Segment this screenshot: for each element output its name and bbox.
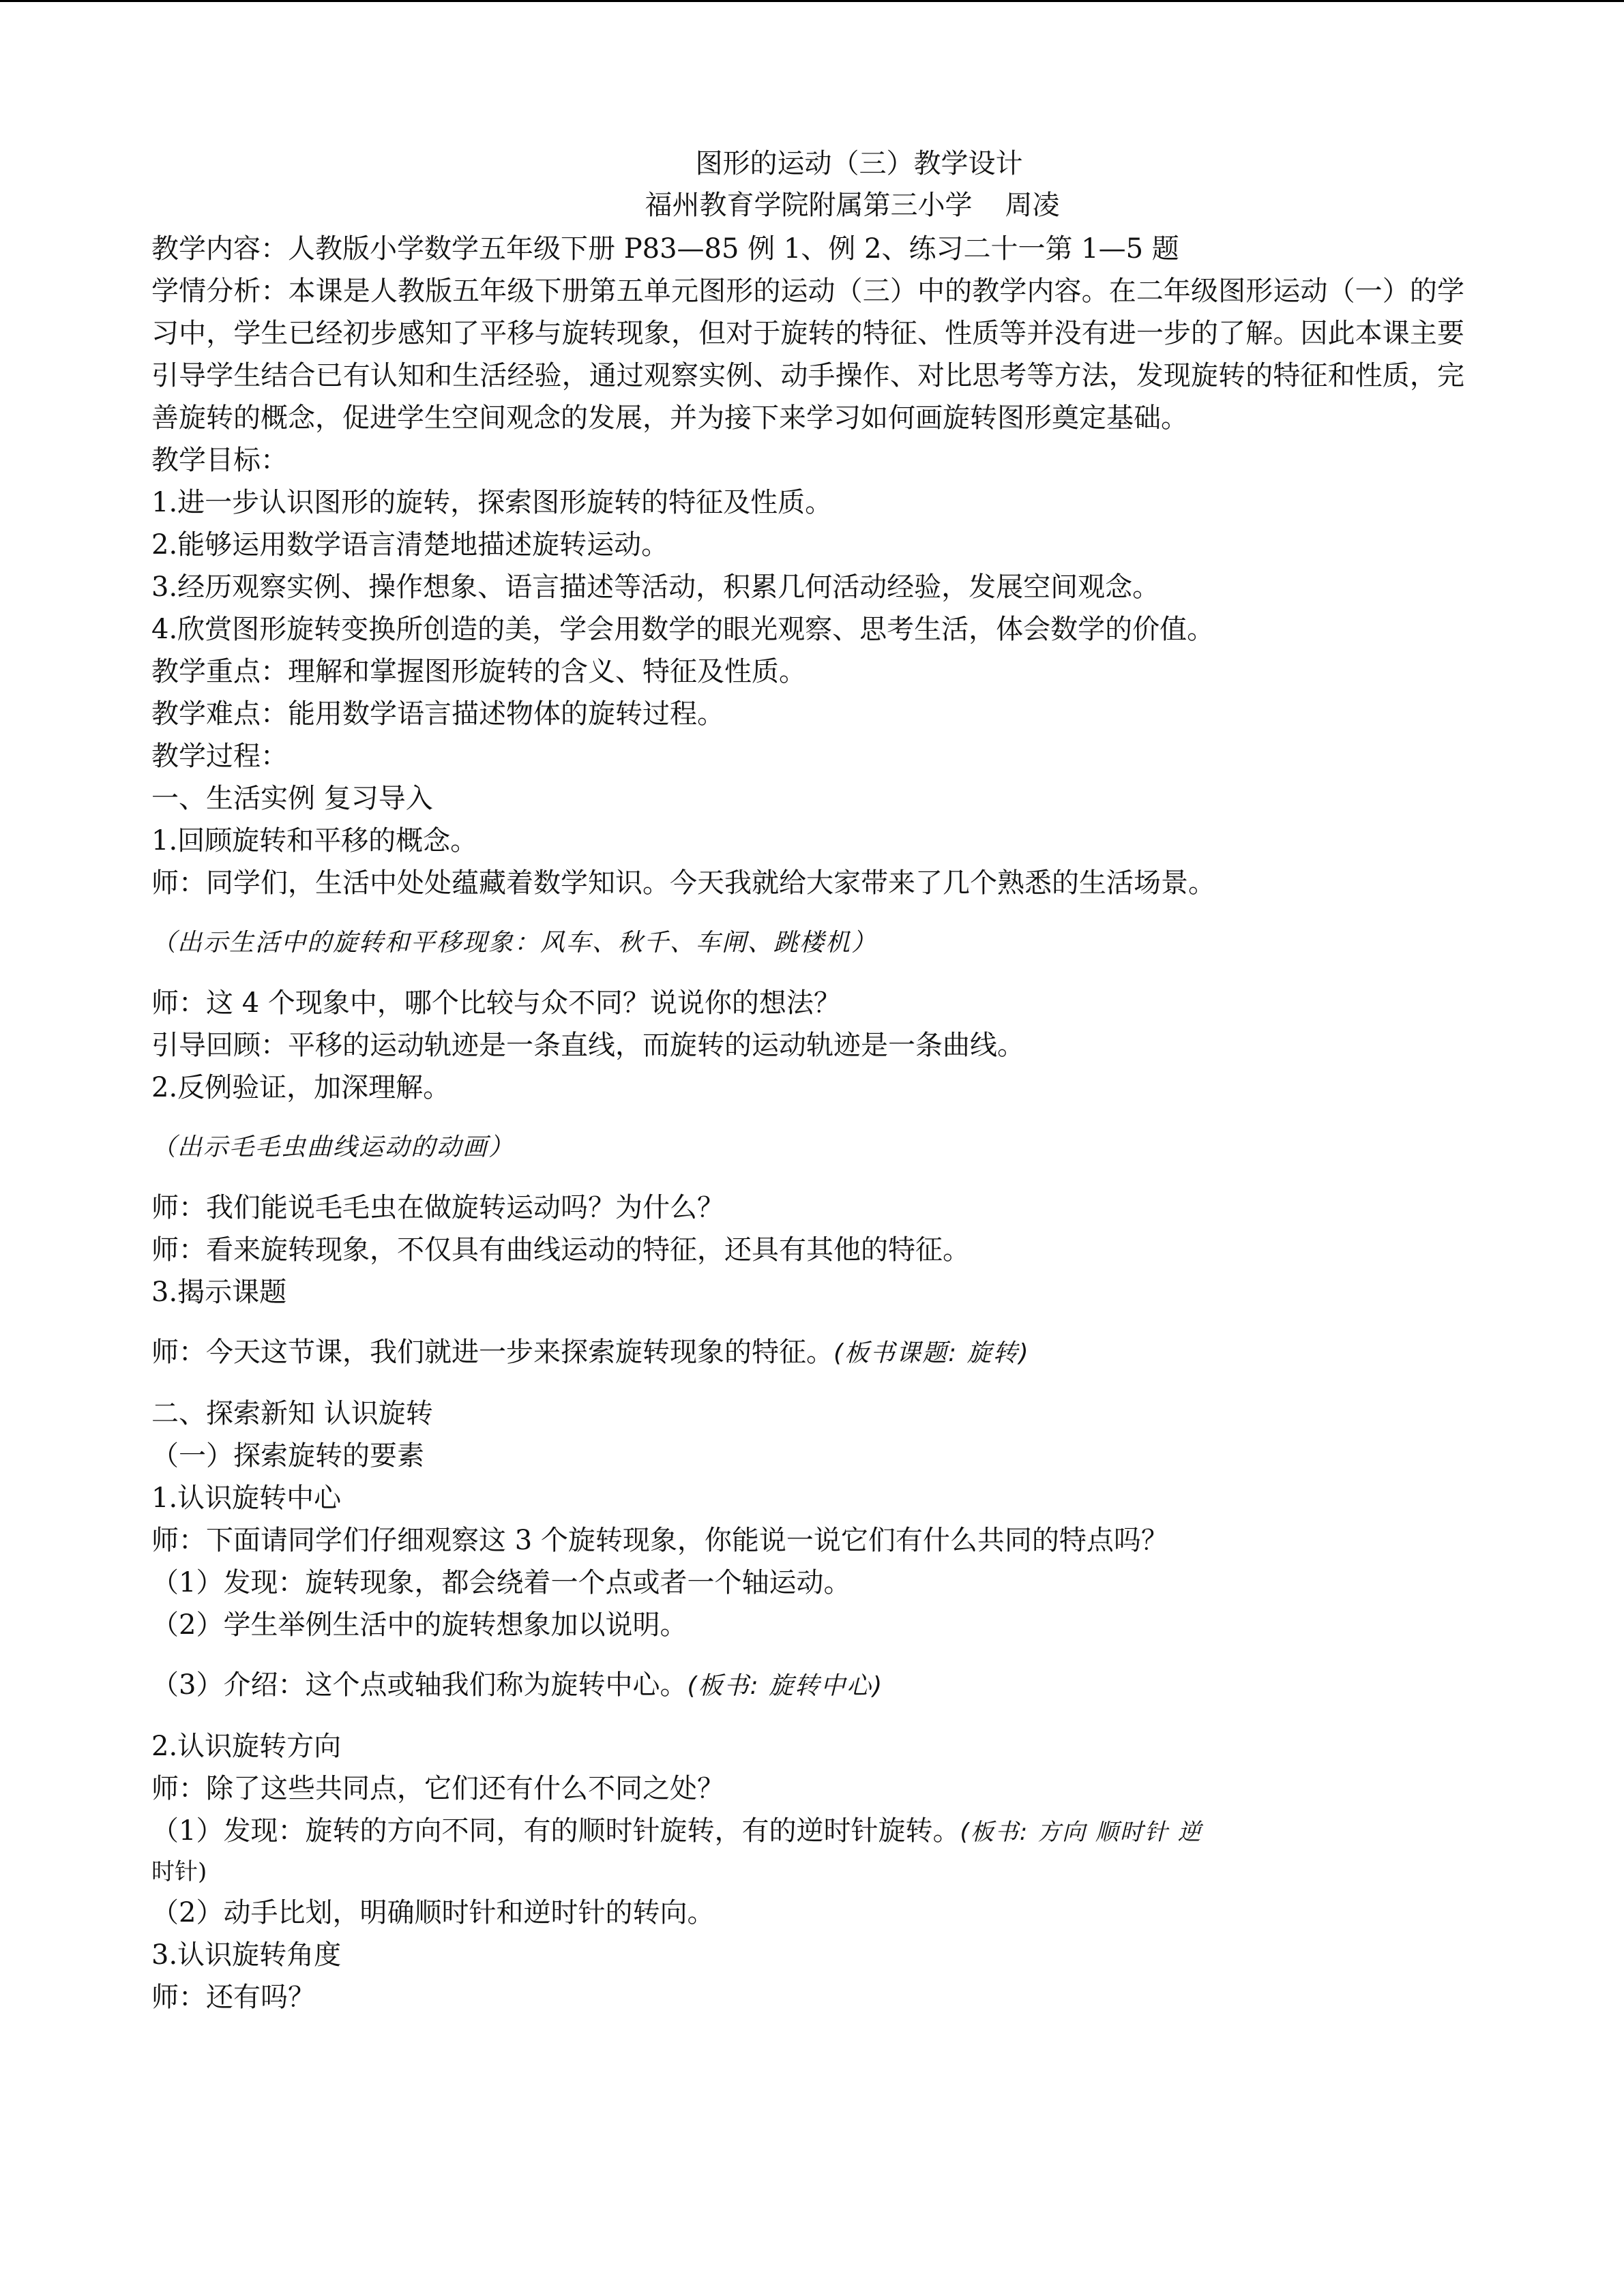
list-item: （2）学生举例生活中的旋转想象加以说明。 xyxy=(151,1609,688,1641)
list-item: （2）动手比划，明确顺时针和逆时针的转向。 xyxy=(151,1897,715,1928)
goal-item: 4.欣赏图形旋转变换所创造的美，学会用数学的眼光观察、思考生活，体会数学的价值。 xyxy=(151,614,1215,645)
teacher-line: 师：下面请同学们仔细观察这 3 个旋转现象，你能说一说它们有什么共同的特点吗？ xyxy=(151,1525,1168,1556)
board-note: (板书: 旋转中心) xyxy=(687,1672,884,1700)
subsection-heading: 2.反例验证，加深理解。 xyxy=(151,1072,451,1103)
list-item xyxy=(151,1810,1464,1852)
section-heading: 一、生活实例 复习导入 xyxy=(151,783,433,814)
list-item xyxy=(151,1664,1464,1708)
difficult-point: 教学难点：能用数学语言描述物体的旋转过程。 xyxy=(151,698,724,730)
subsection-heading: 1.认识旋转中心 xyxy=(151,1482,342,1514)
goal-item: 2.能够运用数学语言清楚地描述旋转运动。 xyxy=(151,529,669,561)
section-heading: 二、探索新知 认识旋转 xyxy=(151,1398,433,1429)
board-note: (板书: 方向 顺时针 逆 xyxy=(960,1819,1202,1846)
goal-item: 3.经历观察实例、操作想象、语言描述等活动，积累几何活动经验，发展空间观念。 xyxy=(151,571,1160,603)
show-note: （出示生活中的旋转和平移现象：风车、秋千、车闸、跳楼机） xyxy=(151,929,878,957)
teacher-line: 师：还有吗？ xyxy=(151,1982,315,2013)
document-body xyxy=(151,143,1464,2018)
board-note-continued: 时针) xyxy=(151,1858,207,1885)
list-text: （3）介绍：这个点或轴我们称为旋转中心。 xyxy=(151,1669,688,1701)
teacher-line xyxy=(151,1331,1464,1375)
subsection-heading: 3.揭示课题 xyxy=(151,1277,287,1308)
teacher-line: 师：我们能说毛毛虫在做旋转运动吗？为什么？ xyxy=(151,1192,724,1223)
list-text: （1）发现：旋转的方向不同，有的顺时针旋转，有的逆时针旋转。 xyxy=(151,1815,960,1847)
document-subtitle xyxy=(240,184,1464,226)
school-name: 福州教育学院附属第三小学 xyxy=(645,190,973,221)
learning-analysis: 学情分析：本课是人教版五年级下册第五单元图形的运动（三）中的教学内容。在二年级图形运动（一）的学习中，学生已经初步感知了平移与旋转现象，但对于旋转的特征、性质等并没有进一步的了解。因此本课主要引导学生结合已有认知和生活经验，通过观察实例、动手操作、对比思考等方法，发现旋转的特征和性质，完善旋转的概念，促进学生空间观念的发展，并为接下来学习如何画旋转图形奠定基础。 xyxy=(151,275,1464,434)
author-name: 周凌 xyxy=(1005,190,1060,221)
teacher-text: 师：今天这节课，我们就进一步来探索旋转现象的特征。 xyxy=(151,1337,833,1368)
guide-line: 引导回顾：平移的运动轨迹是一条直线，而旋转的运动轨迹是一条曲线。 xyxy=(151,1030,1024,1061)
list-item: （1）发现：旋转现象，都会绕着一个点或者一个轴运动。 xyxy=(151,1567,851,1598)
subsection-heading: 2.认识旋转方向 xyxy=(151,1731,342,1762)
subsection-heading: 1.回顾旋转和平移的概念。 xyxy=(151,825,478,856)
teacher-line: 师：同学们，生活中处处蕴藏着数学知识。今天我就给大家带来了几个熟悉的生活场景。 xyxy=(151,867,1215,899)
board-note: (板书课题: 旋转) xyxy=(833,1339,1030,1367)
key-point: 教学重点：理解和掌握图形旋转的含义、特征及性质。 xyxy=(151,656,806,687)
process-heading: 教学过程： xyxy=(151,741,288,772)
document-title: 图形的运动（三）教学设计 xyxy=(695,148,1023,179)
subsection-heading: （一）探索旋转的要素 xyxy=(151,1440,424,1472)
show-note: （出示毛毛虫曲线运动的动画） xyxy=(151,1133,515,1161)
teaching-content: 教学内容：人教版小学数学五年级下册 P83—85 例 1、例 2、练习二十一第 1—5 题 xyxy=(151,233,1179,265)
goal-item: 1.进一步认识图形的旋转，探索图形旋转的特征及性质。 xyxy=(151,487,833,518)
teacher-line: 师：除了这些共同点，它们还有什么不同之处？ xyxy=(151,1773,724,1804)
subsection-heading: 3.认识旋转角度 xyxy=(151,1939,342,1971)
teacher-line: 师：看来旋转现象，不仅具有曲线运动的特征，还具有其他的特征。 xyxy=(151,1234,970,1266)
goals-heading: 教学目标： xyxy=(151,445,288,476)
teacher-line: 师：这 4 个现象中，哪个比较与众不同？说说你的想法？ xyxy=(151,987,841,1019)
top-border xyxy=(0,0,1624,2)
